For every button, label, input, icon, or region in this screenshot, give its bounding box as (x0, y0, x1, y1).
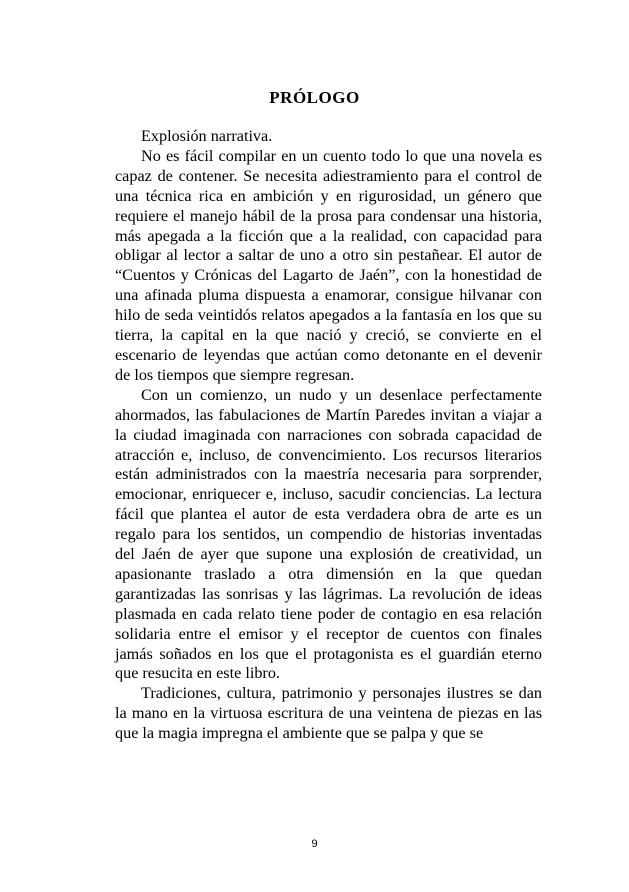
paragraph: Con un comienzo, un nudo y un desenlace perfectamente ahormados, las fabulaciones de Martín Paredes invitan a viajar a la ciudad imaginada con narraciones con sobrada capacidad de atracción e, incluso, de convencimiento. Los recursos literarios están administrados con la maestría necesaria para sorprender, emocionar, enriquecer e, incluso, sacudir conciencias. La lectura fácil que plantea el autor de esta verdadera obra de arte es un regalo para los sentidos, un compendio de historias inventadas del Jaén de ayer que supone una explosión de creatividad, un apasionante traslado a otra dimensión en la que quedan garantizadas las sonrisas y las lágrimas. La revolución de ideas plasmada en cada relato tiene poder de contagio en esa relación solidaria entre el emisor y el receptor de cuentos con finales jamás soñados en los que el protagonista es el guardián eterno que resucita en este libro. (115, 385, 542, 683)
prologue-body (115, 127, 542, 744)
paragraph: No es fácil compilar en un cuento todo lo que una novela es capaz de contener. Se necesita adiestramiento para el control de una técnica rica en ambición y en rigurosidad, un género que requiere el manejo hábil de la prosa para condensar una historia, más apegada a la ficción que a la realidad, con capacidad para obligar al lector a saltar de uno a otro sin pestañear. El autor de “Cuentos y Crónicas del Lagarto de Jaén”, con la honestidad de una afinada pluma dispuesta a enamorar, consigue hilvanar con hilo de seda veintidós relatos apegados a la fantasía en los que su tierra, la capital en la que nació y creció, se convierte en el escenario de leyendas que actúan como detonante en el devenir de los tiempos que siempre regresan. (115, 146, 542, 384)
paragraph: Explosión narrativa. (141, 127, 273, 145)
paragraph: Tradiciones, cultura, patrimonio y personajes ilustres se dan la mano en la virtuosa escritura de una veintena de piezas en las que la magia impregna el ambiente que se palpa y que se (115, 684, 542, 743)
page-number: 9 (311, 838, 318, 850)
chapter-title: PRÓLOGO (269, 88, 360, 107)
